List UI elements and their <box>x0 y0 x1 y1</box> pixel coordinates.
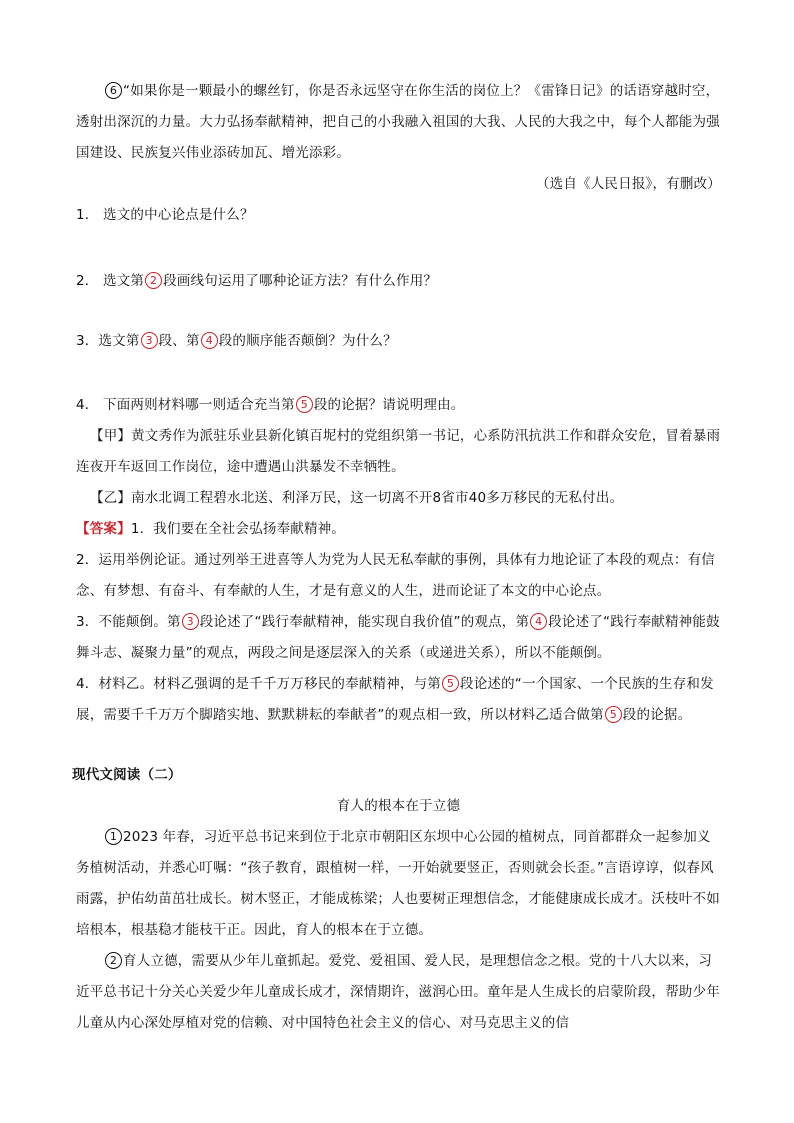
material-a: 【甲】黄文秀作为派驻乐业县新化镇百坭村的党组织第一书记，心系防汛抗洪工作和群众安危，冒着暴雨连夜开车返回工作岗位，途中遭遇山洪暴发不幸牺牲。 <box>76 428 721 475</box>
section-2 <box>72 760 721 1039</box>
question-1: 1． 选文的中心论点是什么？ <box>76 207 254 223</box>
section2-paragraph-1: 1 2023 年春，习近平总书记来到位于北京市朝阳区东坝中心公园的植树点，同首都群众一起参加义务植树活动，并悉心叮嘱：“孩子教育，跟植树一样，一开始就要竖正，否则就会长歪。”言语谆谆，似春风雨露，护佑幼苗茁壮成长。树木竖正，才能成栋梁；人也要树正理想信念，才能健康成长成才。沃枝叶不如培根本，根基稳才能枝干正。因此，育人的根本在于立德。 <box>76 829 720 938</box>
answer-tag: 【答案】 <box>76 521 131 537</box>
question-2: 2． 选文第 2 段画线句运用了哪种论证方法？有什么作用？ <box>76 273 438 289</box>
article-title: 育人的根本在于立德 <box>336 798 461 814</box>
section-heading: 现代文阅读（二） <box>72 767 182 783</box>
answer-2: 2．运用举例论证。通过列举王进喜等人为党为人民无私奉献的事例，具体有力地论证了本段的观点：有信念、有梦想、有奋斗、有奉献的人生，才是有意义的人生，进而论证了本文的中心论点。 <box>76 552 715 599</box>
source-note: （选自《人民日报》，有删改） <box>535 176 721 192</box>
answer-block: 【答案】1．我们要在全社会弘扬奉献精神。 2．运用举例论证。通过列举王进喜等人为党为人民无私奉献的事例，具体有力地论证了本段的观点：有信念、有梦想、有奋斗、有奉献的人生，才是有意义的人生，进而论证了本文的中心论点。 3．不能颠倒。第 3 段论述了“践行奉献精神，能实现自我价值”的观点，第 4 段论述了“践行奉献精神能鼓舞斗志、凝聚力量”的观点，两段之间是逐层深入的关系（或递进关系），所以不能颠倒。 4．材料乙。材料乙强调的是千千万万移民的奉献精神，与第 5 段论述的“一个国家、一个民族的生存和发展，需要千千万万个脚踏实地、默默耕耘的奉献者”的观点相一致，所以材料乙适合做第 5 段的论据。 <box>76 514 721 731</box>
question-3: 3．选文第 3 段、第 4 段的顺序能否颠倒？为什么？ <box>76 333 397 349</box>
paragraph-6-text: 6 “如果你是一颗最小的螺丝钉，你是否永远坚守在你生活的岗位上？《雷锋日记》的话语穿越时空，透射出深沉的力量。大力弘扬奉献精神，把自己的小我融入祖国的大我、人民的大我之中，每个人都能为强国建设、民族复兴伟业添砖加瓦、增光添彩。 <box>76 83 720 161</box>
section2-paragraph-2: 2 育人立德，需要从少年儿童抓起。爱党、爱祖国、爱人民，是理想信念之根。党的十八大以来，习近平总书记十分关心关爱少年儿童成长成才，深情期许，滋润心田。童年是人生成长的启蒙阶段，帮助少年儿童从内心深处厚植对党的信赖、对中国特色社会主义的信心、对马克思主义的信 <box>76 953 720 1031</box>
answer-4: 4．材料乙。材料乙强调的是千千万万移民的奉献精神，与第 5 段论述的“一个国家、一个民族的生存和发展，需要千千万万个脚踏实地、默默耕耘的奉献者”的观点相一致，所以材料乙适合做第 5 段的论据。 <box>76 676 714 723</box>
material-b: 【乙】南水北调工程碧水北送、利泽万民，这一切离不开8省市40多万移民的无私付出。 <box>90 490 624 506</box>
answer-3: 3．不能颠倒。第 3 段论述了“践行奉献精神，能实现自我价值”的观点，第 4 段论述了“践行奉献精神能鼓舞斗志、凝聚力量”的观点，两段之间是逐层深入的关系（或递进关系），所以不能颠倒。 <box>76 614 720 661</box>
paragraph-6 <box>76 76 721 200</box>
question-4: 4． 下面两则材料哪一则适合充当第 5 段的论据？请说明理由。 【甲】黄文秀作为派驻乐业县新化镇百坭村的党组织第一书记，心系防汛抗洪工作和群众安危，冒着暴雨连夜开车返回工作岗位，途中遭遇山洪暴发不幸牺牲。 【乙】南水北调工程碧水北送、利泽万民，这一切离不开8省市40多万移民的无私付出。 <box>76 390 721 514</box>
paragraph-number: 6 <box>105 82 122 99</box>
